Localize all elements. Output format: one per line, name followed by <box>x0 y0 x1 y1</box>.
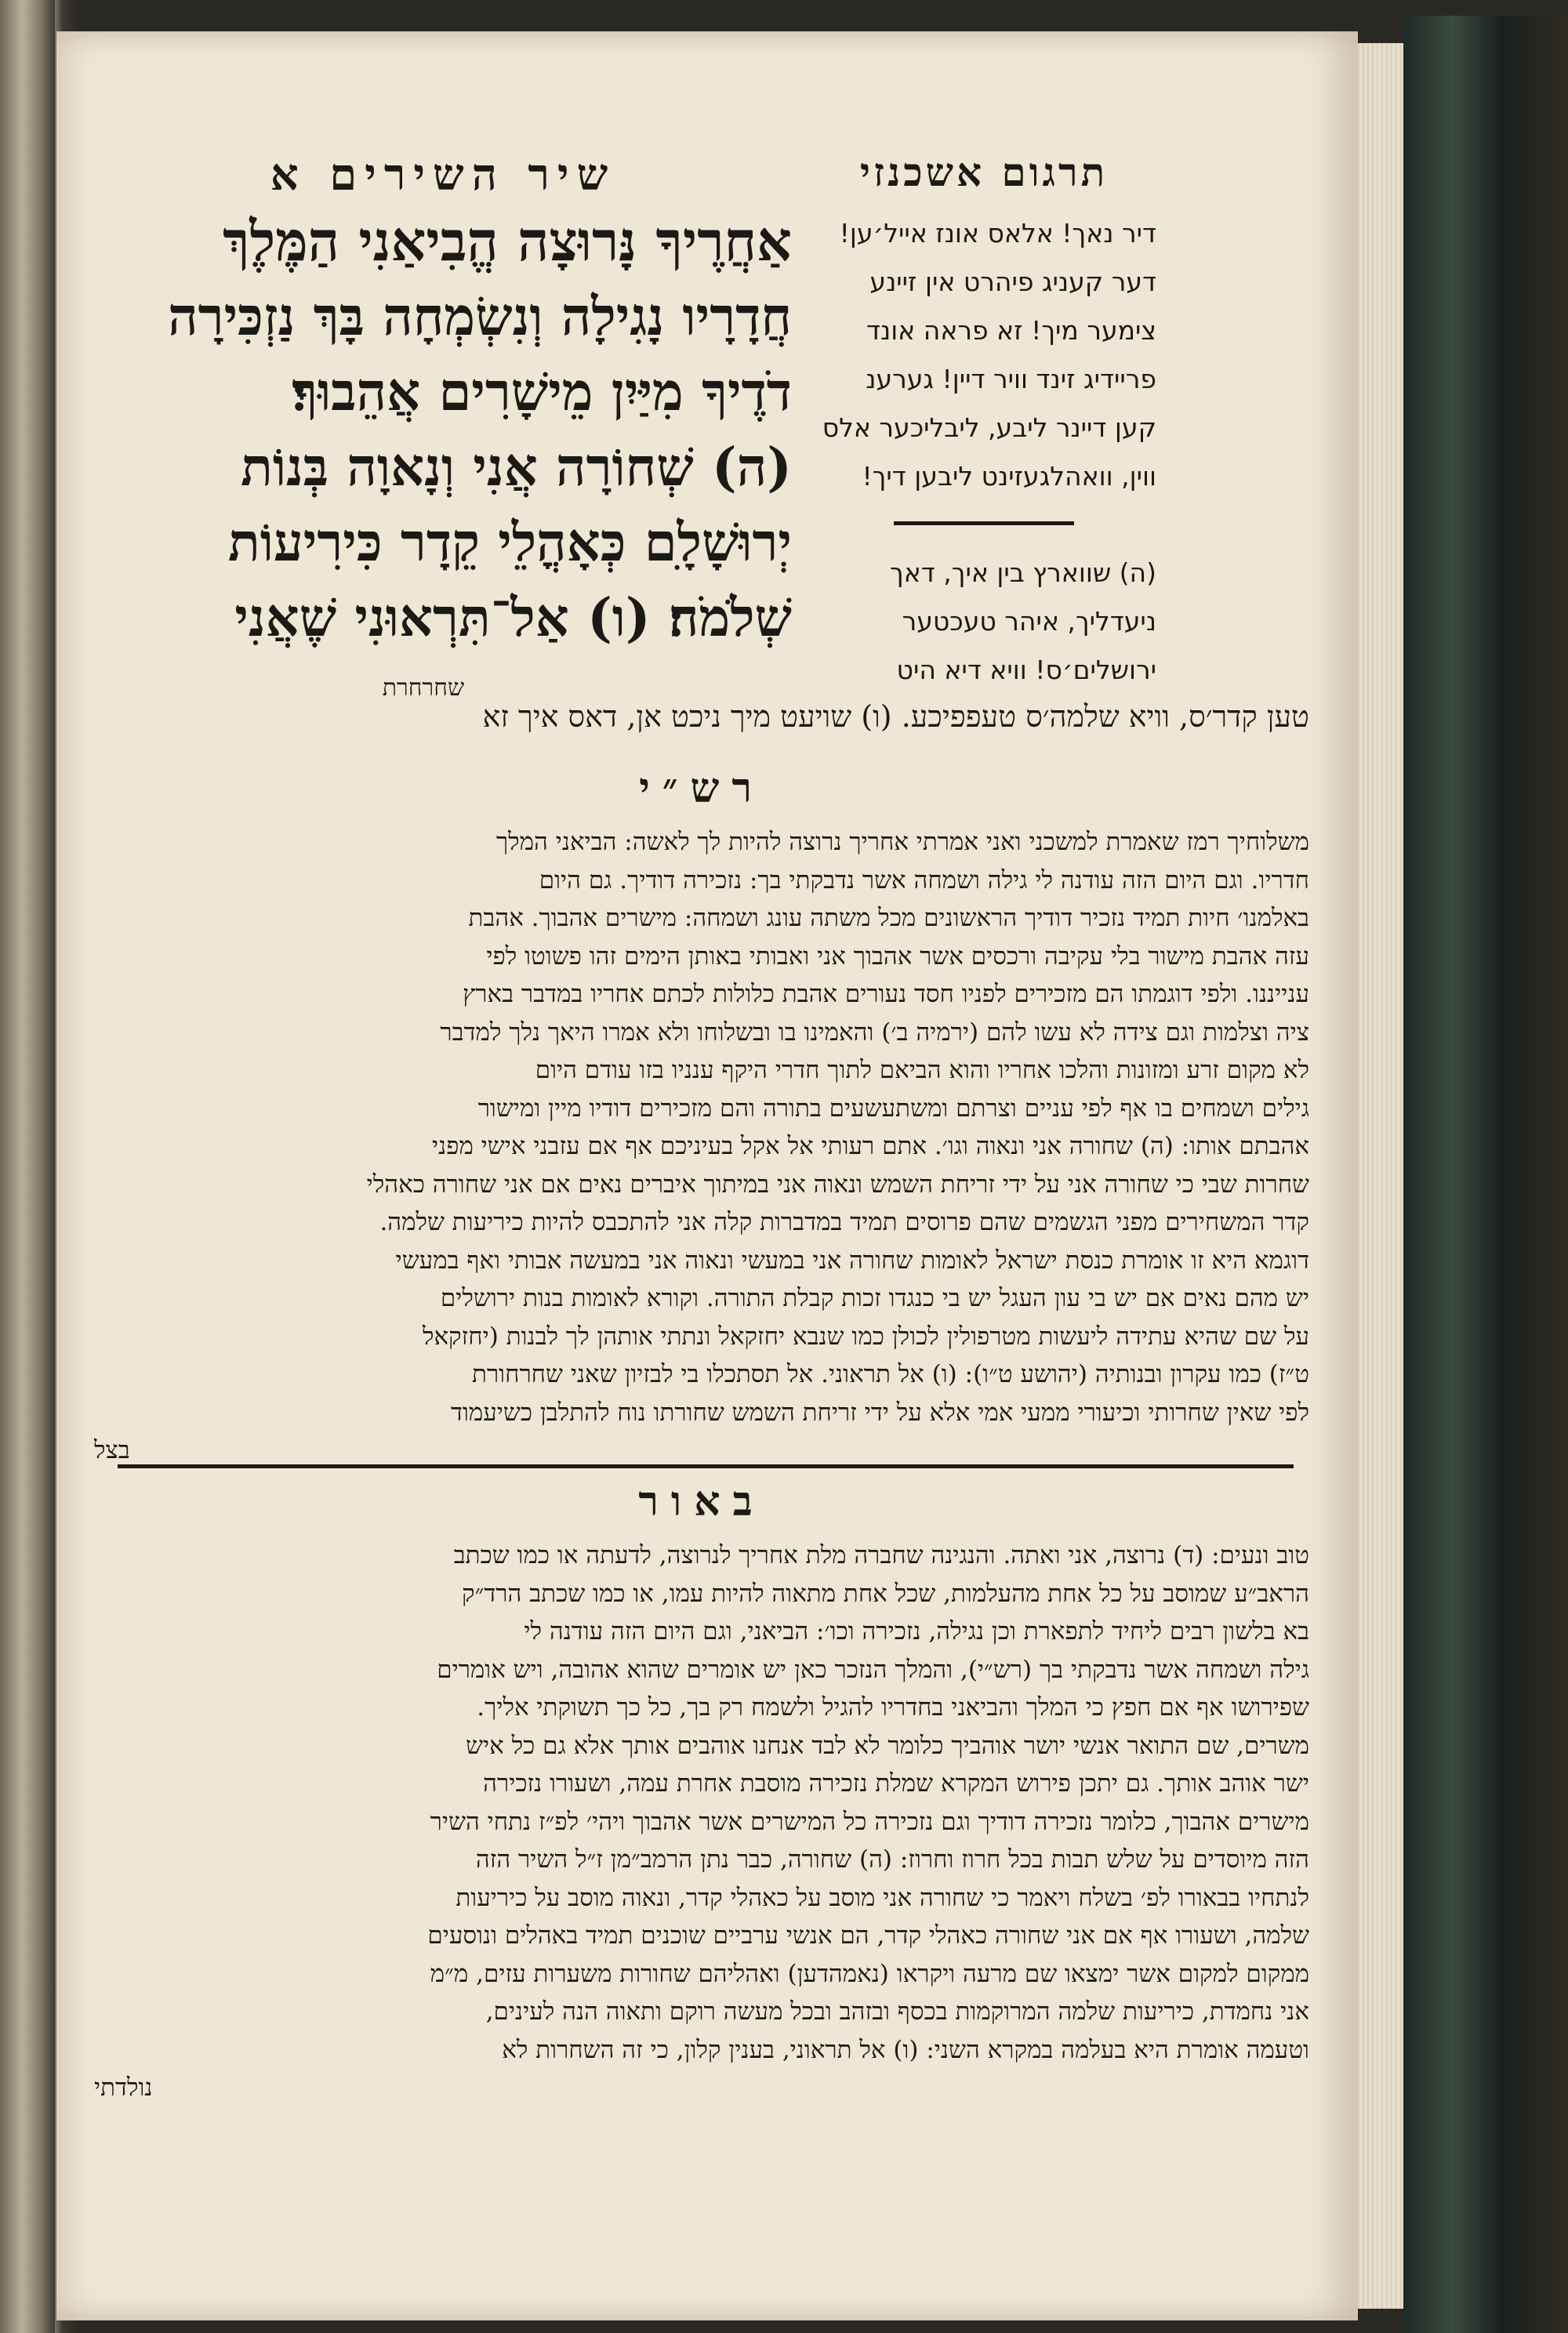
rashi-line: יש מהם נאים אם יש בי עון העגל יש בי כנגדו זכות קבלת התורה. וקורא לאומות בנות ירושלים <box>440 1284 1309 1312</box>
translation-line: ווין, וואהלגעזינט ליבען דיך! <box>862 461 1156 492</box>
verse-line: אַחֲרֶיךָ נָּרוּצָה הֱבִיאַנִי הַמֶּלֶךְ <box>223 209 792 274</box>
biur-line: בא בלשון רבים ליחיד לתפארת וכן נגילה, נזכירה וכו׳: הביאני, וגם היום הזה עודנה לי <box>524 1617 1309 1645</box>
translation-line: קען דיינר ליבע, ליבליכער אלס <box>822 412 1156 443</box>
rashi-line: ט״ז) כמו עקרון ובנותיה (יהושע ט״ו): (ו) אל תראוני. אל תסתכלו בי לבזיון שאני שחרחורת <box>472 1360 1309 1388</box>
book-cover <box>1403 16 1568 2333</box>
translation-line: ירושלים׳ס! וויא דיא היט <box>896 655 1156 685</box>
rashi-line: עזה אהבת מישור בלי עקיבה ורכסים אשר אהבוך אני ואבותי באותן הימים זהו פשוטו לפי <box>486 942 1309 971</box>
verse-line: חֲדָרָיו נָגִילָה וְנִשְׂמְחָה בָּךְ נַזְכִּירָה <box>168 285 792 347</box>
rashi-line: קדר המשחירים מפני הגשמים שהם פרוסים תמיד במדברות קלה אני להתכבס להיות כיריעות שלמה. <box>379 1208 1309 1236</box>
biur-line: שלמה, ושעורו אף אם אני שחורה כאהלי קדר, הם אנשי ערביים שוכנים תמיד באהלים ונוסעים <box>427 1921 1309 1950</box>
biur-line: ממקום למקום אשר ימצאו שם מרעה ויקראו (נאמהדען) ואהליהם שחורות משערות עזים, מ״מ <box>430 1959 1309 1988</box>
translation-column <box>811 149 1156 695</box>
rashi-line: ציה וצלמות וגם צידה לא עשו להם (ירמיה ב׳) והאמינו בו ובשלוחו ולא אמרו היאך נלך למדבר <box>440 1018 1309 1047</box>
translation-line: דער קעניג פיהרט אין זיינע <box>869 267 1156 297</box>
verse-line: דֹדֶיךָ מִיַּיִן מֵישָׁרִים אֲהֵבוּךָ׃ <box>292 361 792 423</box>
rashi-line: אהבתם אותו: (ה) שחורה אני ונאוה וגו׳. אתם רעותי אל אקל בעיניכם אף אם עזבני אישי מפני <box>432 1132 1309 1160</box>
translation-divider <box>894 521 1074 525</box>
rashi-line: שחרות שבי כי שחורה אני על ידי זריחת השמש ונאוה אני במיתוך איברים נאים אם אני שחורה כאהלי <box>366 1170 1309 1199</box>
biur-line: אני נחמדת, כיריעות שלמה המרוקמות בכסף ובזהב ובכל מעשה רוקם ותאוה הנה לעינים, <box>485 1997 1309 2026</box>
biur-line: מישרים אהבוך, כלומר נזכירה דודיך וגם נזכירה כל המישרים אשר אהבוך ויהי׳ לפ״ז נתחי השיר <box>430 1807 1309 1836</box>
translation-line: ניעדליך, איהר טעכטער <box>902 606 1156 637</box>
translation-line: צימער מיך! זא פראה אונד <box>866 315 1156 346</box>
translation-line: דיר נאך! אלאס אונז אייל׳ען! <box>839 218 1156 249</box>
biur-line: לנתחיו בבאורו לפ׳ בשלח ויאמר כי שחורה אני מוסב על כאהלי קדר, ונאוה מוסב על כיריעות <box>456 1883 1309 1912</box>
rashi-commentary <box>94 823 1309 1470</box>
biur-line: וטעמה אומרת היא בעלמה במקרא השני: (ו) אל תראוני, בענין קלון, כי זה השחרות לא <box>502 2035 1309 2064</box>
facing-page-edge <box>0 0 55 2333</box>
rashi-line: באלמנו׳ חיות תמיד נזכיר דודיך הראשונים מכל משתה עונג ושמחה: מישרים אהבוך. אהבת <box>468 904 1309 932</box>
biur-commentary <box>94 1537 1309 2107</box>
rashi-line: על שם שהיא עתידה ליעשות מטרפולין לכולן כמו שנבא יחזקאל ונתתי אותהן לך לבנות (יחזקאל <box>422 1322 1309 1351</box>
translation-continuation: טען קדר׳ס, וויא שלמה׳ס טעפפיכע. (ו) שויעט מיך ניכט אן, דאס איך זא <box>482 699 1309 734</box>
rashi-line: משלוחיך רמז שאמרת למשכני ואני אמרתי אחריך נרוצה להיות לך לאשה: הביאני המלך <box>495 828 1309 856</box>
rashi-line: גילים ושמחים בו אף לפי עניים וצרתם ומשתעשעים בתורה והם מזכירים דודיו מיין ומישור <box>477 1094 1309 1123</box>
biur-title: באור <box>638 1478 765 1526</box>
biur-line: משרים, שם התואר אנשי יושר אוהביך כלומר לא לבד אנחנו אוהבים אותך אלא גם כל איש <box>466 1731 1309 1760</box>
song-catchword: שחרחרת <box>382 674 465 702</box>
verse-line: (ה) שְׁחוֹרָה אֲנִי וְנָאוָה בְּנוֹת <box>240 436 792 498</box>
biur-line: שפירושו אף אם חפץ כי המלך והביאני בחדריו להגיל ולשמח רק בך, כל כך תשוקתי אליך. <box>477 1693 1309 1722</box>
rashi-line: חדריו. וגם היום הזה עודנה לי גילה ושמחה אשר נדבקתי בך: נזכירה דודיך. גם היום <box>539 865 1309 894</box>
rashi-catchword: בצל <box>94 1436 130 1464</box>
biur-line: גילה ושמחה אשר נדבקתי בך (רש״י), והמלך הנזכר כאן יש אומרים שהוא אהובה, ויש אומרים <box>437 1655 1309 1684</box>
biur-line: ישר אוהב אותך. גם יתכן פירוש המקרא שמלת נזכירה מוסבת אחרת עמה, ושעורו נזכירה <box>483 1769 1309 1798</box>
translation-title: תרגום אשכנזי <box>859 149 1109 195</box>
verse-line: יְרוּשָׁלָ‍ִם כְּאָהֳלֵי קֵדָר כִּירִיעוֹת <box>227 511 792 573</box>
song-column <box>94 149 792 655</box>
section-divider <box>118 1464 1294 1468</box>
biur-line: הראב״ע שמוסב על כל אחת מהעלמות, שכל אחת מתאוה להיות עמו, או כמו שכתב הרד״ק <box>462 1579 1309 1608</box>
biur-catchword: נולדתי <box>94 2074 153 2102</box>
page-block-edges <box>1356 43 1403 2309</box>
rashi-line: ענייננו. ולפי דוגמתו הם מזכירים לפניו חסד נעורים אהבת כלולות לכתם אחריו במדבר בארץ <box>463 980 1309 1008</box>
rashi-line: דוגמא היא זו אומרת כנסת ישראל לאומות שחורה אני במעשי ונאוה אני במעשה אבותי ואף במעשי <box>395 1246 1309 1275</box>
biur-line: הזה מיוסדים על שלש תבות בכל חרוז וחרוז: (ה) שחורה, כבר נתן הרמב״מן ז״ל השיר הזה <box>475 1845 1309 1874</box>
rashi-title: רש״י <box>639 764 764 812</box>
translation-line: (ה) שווארץ בין איך, דאך <box>889 557 1156 588</box>
rashi-line: לפי שאין שחרותי וכיעורי ממעי אמי אלא על ידי זריחת השמש שחורתו נוח להתלבן כשיעמוד <box>451 1398 1309 1427</box>
verse-line: שְׁלֹמֹה׃ (ו) אַל־תִּרְאוּנִי שֶׁאֲנִי <box>234 586 792 648</box>
biur-line: טוב ונעים: (ד) נרוצה, אני ואתה. והנגינה שחברה מלת אחריך לנרוצה, לדעתה או כמו שכתב <box>453 1541 1309 1569</box>
translation-line: פריידיג זינד וויר דיין! גערענ <box>866 364 1156 394</box>
song-title: שיר השירים א <box>270 149 616 201</box>
rashi-line: לא מקום זרע ומזונות והלכו אחריו והוא הביאם לתוך חדרי היקף ענניו בזו עודם היום <box>535 1056 1309 1084</box>
